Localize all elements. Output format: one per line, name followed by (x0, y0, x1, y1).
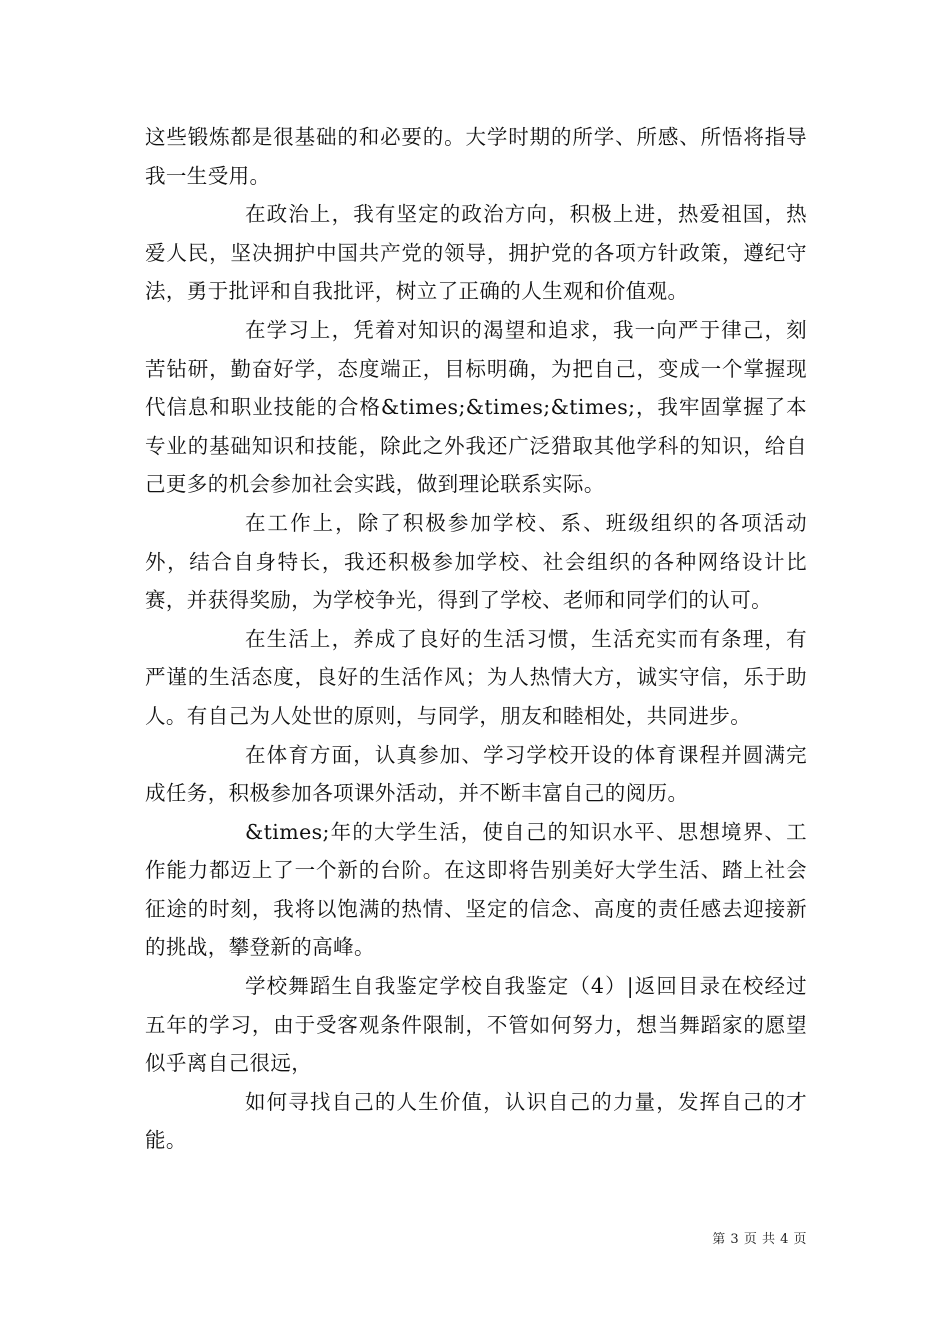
paragraph-1: 这些锻炼都是很基础的和必要的。大学时期的所学、所感、所悟将指导我一生受用。 (145, 125, 807, 188)
paragraph-7: &times;年的大学生活，使自己的知识水平、思想境界、工作能力都迈上了一个新的台阶。在这即将告别美好大学生活、踏上社会征途的时刻，我将以饱满的热情、坚定的信念、高度的责任感去迎接新的挑战，攀登新的高峰。 (145, 819, 807, 960)
paragraph-6: 在体育方面，认真参加、学习学校开设的体育课程并圆满完成任务，积极参加各项课外活动，并不断丰富自己的阅历。 (145, 742, 807, 806)
paragraph-4: 在工作上，除了积极参加学校、系、班级组织的各项活动外，结合自身特长，我还积极参加学校、社会组织的各种网络设计比赛，并获得奖励，为学校争光，得到了学校、老师和同学们的认可。 (145, 510, 807, 613)
paragraph-8: 学校舞蹈生自我鉴定学校自我鉴定（4）|返回目录在校经过五年的学习，由于受客观条件限制，不管如何努力，想当舞蹈家的愿望似乎离自己很远， (145, 974, 807, 1076)
paragraph-3: 在学习上，凭着对知识的渴望和追求，我一向严于律己，刻苦钻研，勤奋好学，态度端正，目标明确，为把自己，变成一个掌握现代信息和职业技能的合格&times;&times;&times;，我牢固掌握了本专业的基础知识和技能，除此之外我还广泛猎取其他学科的知识，给自己更多的机会参加社会实践，做到理论联系实际。 (145, 317, 807, 497)
paragraph-9: 如何寻找自己的人生价值，认识自己的力量，发挥自己的才能。 (145, 1089, 807, 1153)
paragraph-5: 在生活上，养成了良好的生活习惯，生活充实而有条理，有严谨的生活态度，良好的生活作风；为人热情大方，诚实守信，乐于助人。有自己为人处世的原则，与同学，朋友和睦相处，共同进步。 (145, 626, 807, 728)
page-number-footer: 第 3 页 共 4 页 (712, 1232, 807, 1247)
paragraph-2: 在政治上，我有坚定的政治方向，积极上进，热爱祖国，热爱人民，坚决拥护中国共产党的领导，拥护党的各项方针政策，遵纪守法，勇于批评和自我批评，树立了正确的人生观和价值观。 (145, 202, 807, 304)
document-body (145, 118, 807, 1160)
